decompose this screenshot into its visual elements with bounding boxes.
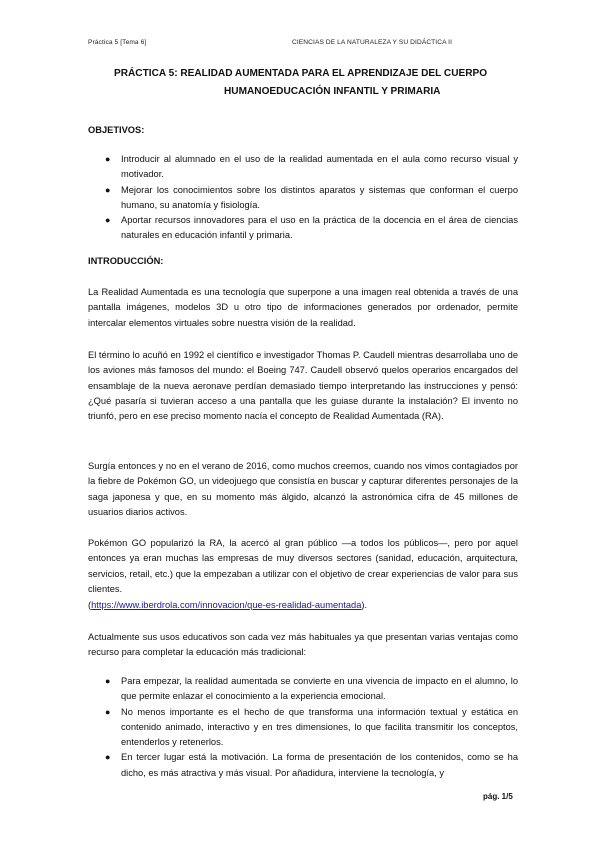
source-link[interactable]: https://www.iberdrola.com/innovacion/que-es-realidad-aumentada [91, 600, 362, 610]
list-item: ● No menos importante es el hecho de que transforma una información textual y estática en contenido animado, interactivo y en tres dimensiones, lo que facilita transmitir los conceptos, entenderlos y retenerlos. [105, 706, 518, 748]
bullet-icon: ● [105, 706, 111, 717]
bullet-icon: ● [105, 184, 111, 195]
paragraph: Pokémon GO popularizó la RA, la acercó al gran público —a todos los públicos—, pero por aquel entonces ya eran muchas las empresas de muy diversos sectores (sanidad, educación, arquitectura, servicios, retail, etc.) que la empezaban a utilizar con el objetivo de crear experiencias de valor para sus clientes. [88, 538, 518, 594]
document-title-line-1: PRÁCTICA 5: REALIDAD AUMENTADA PARA EL APRENDIZAJE DEL CUERPO [114, 68, 488, 79]
header-left: Práctica 5 [Tema 6] [88, 39, 147, 46]
bullet-icon: ● [105, 676, 111, 686]
objetivos-heading: OBJETIVOS: [88, 125, 145, 135]
document-title-line-2: HUMANOEDUCACIÓN INFANTIL Y PRIMARIA [224, 86, 441, 97]
bullet-icon: ● [105, 752, 111, 763]
ventajas-list [88, 674, 518, 781]
list-item: ● Introducir al alumnado en el uso de la realidad aumentada en el aula como recurso visual y motivador. [105, 154, 518, 180]
paragraph: Actualmente sus usos educativos son cada vez más habituales ya que presentan varias ventajas como recurso para completar la educación más tradicional: [88, 632, 518, 658]
paragraph: La Realidad Aumentada es una tecnología que superpone a una imagen real obtenida a través de una pantalla imágenes, modelos 3D u otro tipo de informaciones generados por ordenador, permite intercalar elementos virtuales sobre nuestra visión de la realidad. [88, 287, 518, 328]
bullet-icon: ● [105, 215, 111, 226]
source-line: (https://www.iberdrola.com/innovacion/que-es-realidad-aumentada). [88, 600, 368, 610]
paragraph: El término lo acuñó en 1992 el científico e investigador Thomas P. Caudell mientras desarrollaba uno de los aviones más famosos del mundo: el Boeing 747. Caudell observó quelos operarios encargados del ensamblaje de la nueva aeronave perdían demasiado tiempo interpretando las instrucciones y pensó: ¿Qué pasaría si tuvieran acceso a una pantalla que les guiase durante la instalación? El invento no triunfó, pero en ese preciso momento nacía el concepto de Realidad Aumentada (RA). [88, 350, 518, 422]
introduccion-heading: INTRODUCCIÓN: [88, 256, 164, 266]
list-item: ● En tercer lugar está la motivación. La forma de presentación de los contenidos, como se ha dicho, es más atractiva y más visual. Por añadidura, interviene la tecnología, y [105, 752, 518, 778]
list-item: ● Mejorar los conocimientos sobre los distintos aparatos y sistemas que conforman el cuerpo humano, su anatomía y fisiología. [105, 184, 518, 210]
page-number: pág. 1/5 [483, 792, 513, 801]
list-item: ● Para empezar, la realidad aumentada se convierte en una vivencia de impacto en el alumno, lo que permite enlazar el conocimiento a la experiencia emocional. [105, 676, 518, 702]
paragraph: Surgía entonces y no en el verano de 2016, como muchos creemos, cuando nos vimos contagiados por la fiebre de Pokémon GO, un videojuego que consistía en buscar y capturar diferentes personajes de la saga japonesa y que, en su momento más álgido, alcanzó la astronómica cifra de 45 millones de usuarios diarios activos. [88, 461, 518, 517]
bullet-icon: ● [105, 154, 111, 164]
objetivos-list [88, 152, 518, 244]
header-right: CIENCIAS DE LA NATURALEZA Y SU DIDÁCTICA II [292, 39, 453, 46]
list-item: ● Aportar recursos innovadores para el uso en la práctica de la docencia en el área de ciencias naturales en educación infantil y primaria. [105, 215, 518, 241]
